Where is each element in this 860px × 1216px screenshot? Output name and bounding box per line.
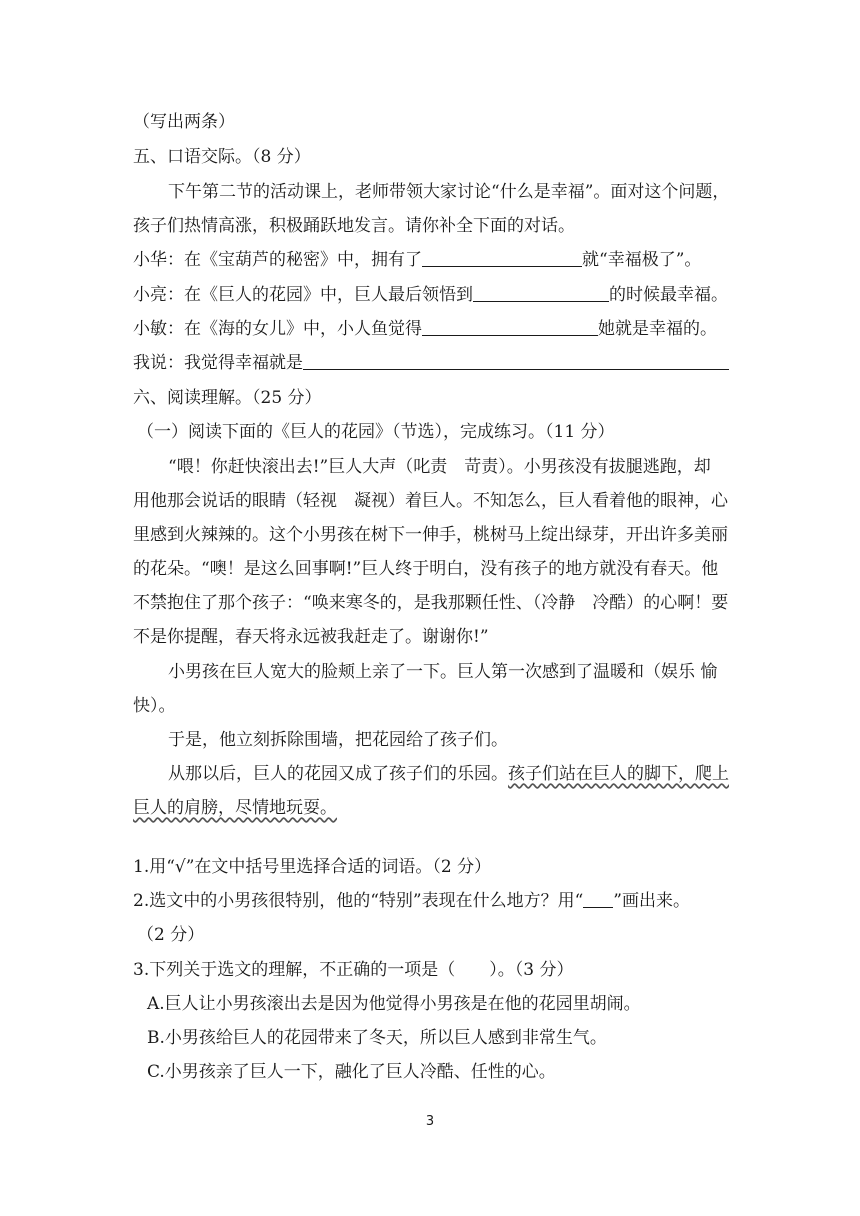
question-2-score: （2 分） (137, 925, 205, 945)
fill-blank-xiaomin[interactable] (422, 319, 598, 336)
passage-line-10-plain: 从那以后，巨人的花园又成了孩子们的乐园。 (168, 764, 508, 784)
section-heading-oral: 五、口语交际。（8 分） (133, 147, 311, 167)
passage-line-3: 里感到火辣辣的。这个小男孩在树下一伸手，桃树马上绽出绿芽，开出许多美丽 (133, 525, 728, 545)
dialogue-xiaoliang-prefix: 小亮：在《巨人的花园》中，巨人最后领悟到 (133, 285, 473, 305)
passage-line-9: 于是，他立刻拆除围墙，把花园给了孩子们。 (168, 730, 508, 750)
option-a[interactable]: A.巨人让小男孩滚出去是因为他觉得小男孩是在他的花园里胡闹。 (147, 994, 641, 1014)
question-2-prefix: 2.选文中的小男孩很特别，他的“特别”表现在什么地方？用“ (133, 891, 584, 911)
underline-sample-mark (583, 892, 613, 908)
dialogue-xiaohua-suffix: 就“幸福极了”。 (582, 250, 702, 270)
dialogue-xiaohua-prefix: 小华：在《宝葫芦的秘密》中，拥有了 (133, 250, 422, 270)
fill-blank-me[interactable] (303, 353, 729, 370)
dialogue-me (133, 353, 733, 373)
instruction-write-two: （写出两条） (133, 112, 235, 132)
passage-line-1: “喂！你赶快滚出去!”巨人大声（叱责 苛责）。小男孩没有拔腿逃跑，却 (168, 457, 711, 477)
dialogue-xiaoliang (133, 285, 733, 305)
dialogue-xiaomin-prefix: 小敏：在《海的女儿》中，小人鱼觉得 (133, 319, 422, 339)
option-c[interactable]: C.小男孩亲了巨人一下，融化了巨人冷酷、任性的心。 (147, 1062, 556, 1082)
page-number: 3 (425, 1114, 435, 1129)
question-3: 3.下列关于选文的理解，不正确的一项是（ ）。（3 分） (133, 960, 574, 980)
dialogue-xiaomin (133, 319, 733, 339)
dialogue-xiaoliang-suffix: 的时候最幸福。 (609, 285, 728, 305)
passage-line-5: 不禁抱住了那个孩子：“唤来寒冬的，是我那颗任性、（冷静 冷酷）的心啊！要 (133, 593, 729, 613)
oral-intro-line-2: 孩子们热情高涨，积极踊跃地发言。请你补全下面的对话。 (133, 216, 575, 236)
passage-line-6: 不是你提醒，春天将永远被我赶走了。谢谢你!” (133, 627, 489, 647)
section-heading-reading: 六、阅读理解。（25 分） (133, 388, 322, 408)
passage-line-2: 用他那会说话的眼睛（轻视 凝视）着巨人。不知怎么，巨人看着他的眼神，心 (133, 491, 728, 511)
passage-line-11-wavy: 巨人的肩膀，尽情地玩耍。 (133, 798, 337, 818)
passage-line-10 (168, 764, 768, 784)
passage-line-4: 的花朵。“噢！是这么回事啊!”巨人终于明白，没有孩子的地方就没有春天。他 (133, 559, 719, 579)
question-1: 1.用“√”在文中括号里选择合适的词语。（2 分） (133, 857, 492, 877)
dialogue-xiaomin-suffix: 她就是幸福的。 (598, 319, 717, 339)
option-b[interactable]: B.小男孩给巨人的花园带来了冬天，所以巨人感到非常生气。 (147, 1028, 607, 1048)
question-2 (133, 891, 733, 911)
reading-part-one-heading: （一）阅读下面的《巨人的花园》（节选），完成练习。（11 分） (137, 422, 615, 442)
passage-line-11 (133, 798, 733, 818)
passage-line-10-wavy: 孩子们站在巨人的脚下，爬上 (508, 764, 729, 784)
question-2-suffix: ”画出来。 (613, 891, 690, 911)
passage-line-7: 小男孩在巨人宽大的脸颊上亲了一下。巨人第一次感到了温暖和（娱乐 愉 (168, 662, 718, 682)
fill-blank-xiaoliang[interactable] (473, 285, 609, 302)
dialogue-xiaohua (133, 250, 733, 270)
dialogue-me-prefix: 我说：我觉得幸福就是 (133, 353, 303, 373)
oral-intro-line-1: 下午第二节的活动课上，老师带领大家讨论“什么是幸福”。面对这个问题， (168, 182, 730, 202)
fill-blank-xiaohua[interactable] (422, 250, 582, 267)
passage-line-8: 快）。 (133, 696, 176, 716)
